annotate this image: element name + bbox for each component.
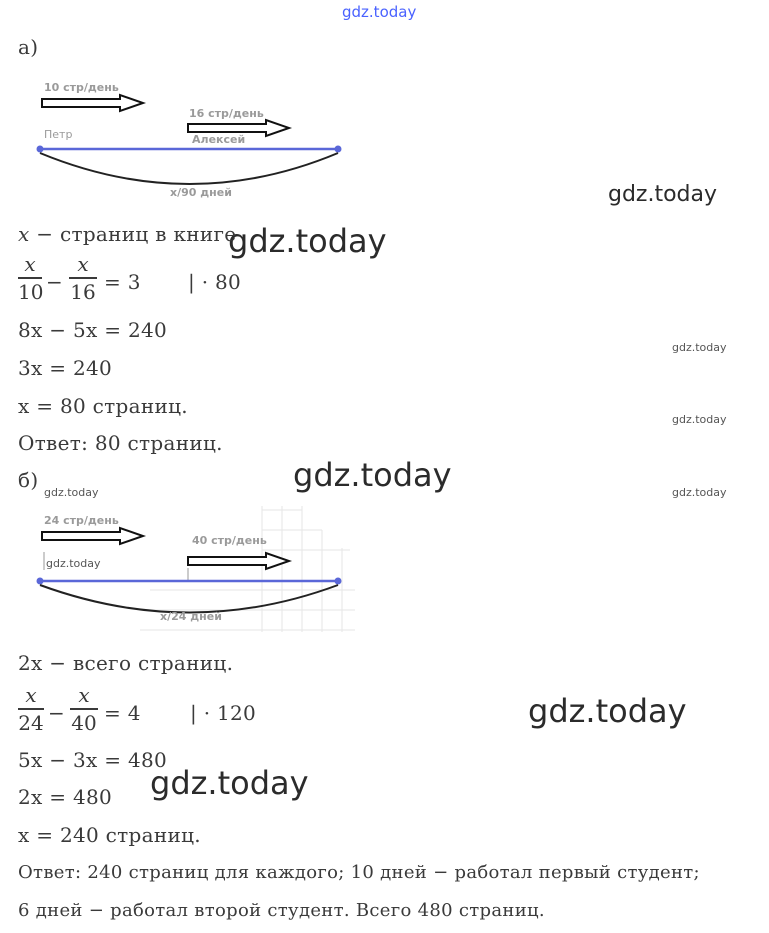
- watermark: gdz.today: [672, 413, 727, 426]
- equation-rhs: = 3: [104, 270, 141, 294]
- fraction: [69, 253, 97, 303]
- multiplier: | · 120: [190, 701, 257, 725]
- numerator: x: [24, 252, 36, 276]
- equation-line: x = 240 страниц.: [18, 823, 201, 847]
- speed-label-2: 40 стр/день: [192, 534, 267, 547]
- denominator: 24: [18, 710, 44, 735]
- equation-line: 2x = 480: [18, 785, 113, 809]
- watermark: gdz.today: [150, 764, 309, 802]
- speed-label-1: 10 стр/день: [44, 81, 119, 94]
- brace-label: x/24 дней: [160, 610, 222, 623]
- diagram-b: [37, 528, 342, 613]
- person-label-2: Алексей: [192, 133, 246, 146]
- denominator: 10: [18, 279, 44, 304]
- fraction: [18, 253, 42, 303]
- arrow-icon: [42, 528, 143, 544]
- variable-definition: 2x − всего страниц.: [18, 651, 234, 675]
- part-a-label: а): [18, 35, 39, 59]
- definition-text: − страниц в книге: [29, 222, 237, 246]
- watermark: gdz.today: [672, 486, 727, 499]
- equation-rhs: = 4: [104, 701, 141, 725]
- watermark: gdz.today: [44, 486, 99, 499]
- minus-sign: −: [48, 701, 66, 725]
- watermark: gdz.today: [46, 557, 101, 570]
- watermark: gdz.today: [528, 692, 687, 730]
- person-label-1: Петр: [44, 128, 73, 141]
- watermark: gdz.today: [293, 456, 452, 494]
- fraction: [18, 684, 44, 734]
- multiplier: | · 80: [188, 270, 242, 294]
- denominator: 16: [70, 279, 96, 304]
- equation-line: 3x = 240: [18, 356, 113, 380]
- numerator: x: [77, 252, 89, 276]
- watermark: gdz.today: [608, 182, 718, 207]
- brace-label: x/90 дней: [170, 186, 232, 199]
- numerator: x: [25, 683, 37, 707]
- watermark: gdz.today: [672, 341, 727, 354]
- arrow-icon: [42, 95, 143, 111]
- equation-line: 8x − 5x = 240: [18, 318, 168, 342]
- equation-line: 5x − 3x = 480: [18, 748, 168, 772]
- part-b-label: б): [18, 468, 39, 492]
- answer: Ответ: 80 страниц.: [18, 431, 223, 455]
- equation-line: x = 80 страниц.: [18, 394, 188, 418]
- arrow-icon: [188, 553, 289, 569]
- speed-label-2: 16 стр/день: [189, 107, 264, 120]
- speed-label-1: 24 стр/день: [44, 514, 119, 527]
- minus-sign: −: [46, 270, 64, 294]
- watermark: gdz.today: [228, 222, 387, 260]
- numerator: x: [78, 683, 90, 707]
- variable-definition: [18, 222, 236, 246]
- denominator: 40: [71, 710, 97, 735]
- watermark-top: gdz.today: [342, 3, 417, 21]
- fraction: [70, 684, 98, 734]
- variable: x: [18, 222, 30, 246]
- answer-line-1: Ответ: 240 страниц для каждого; 10 дней − работал первый студент;: [18, 862, 700, 883]
- answer-line-2: 6 дней − работал второй студент. Всего 480 страниц.: [18, 900, 545, 921]
